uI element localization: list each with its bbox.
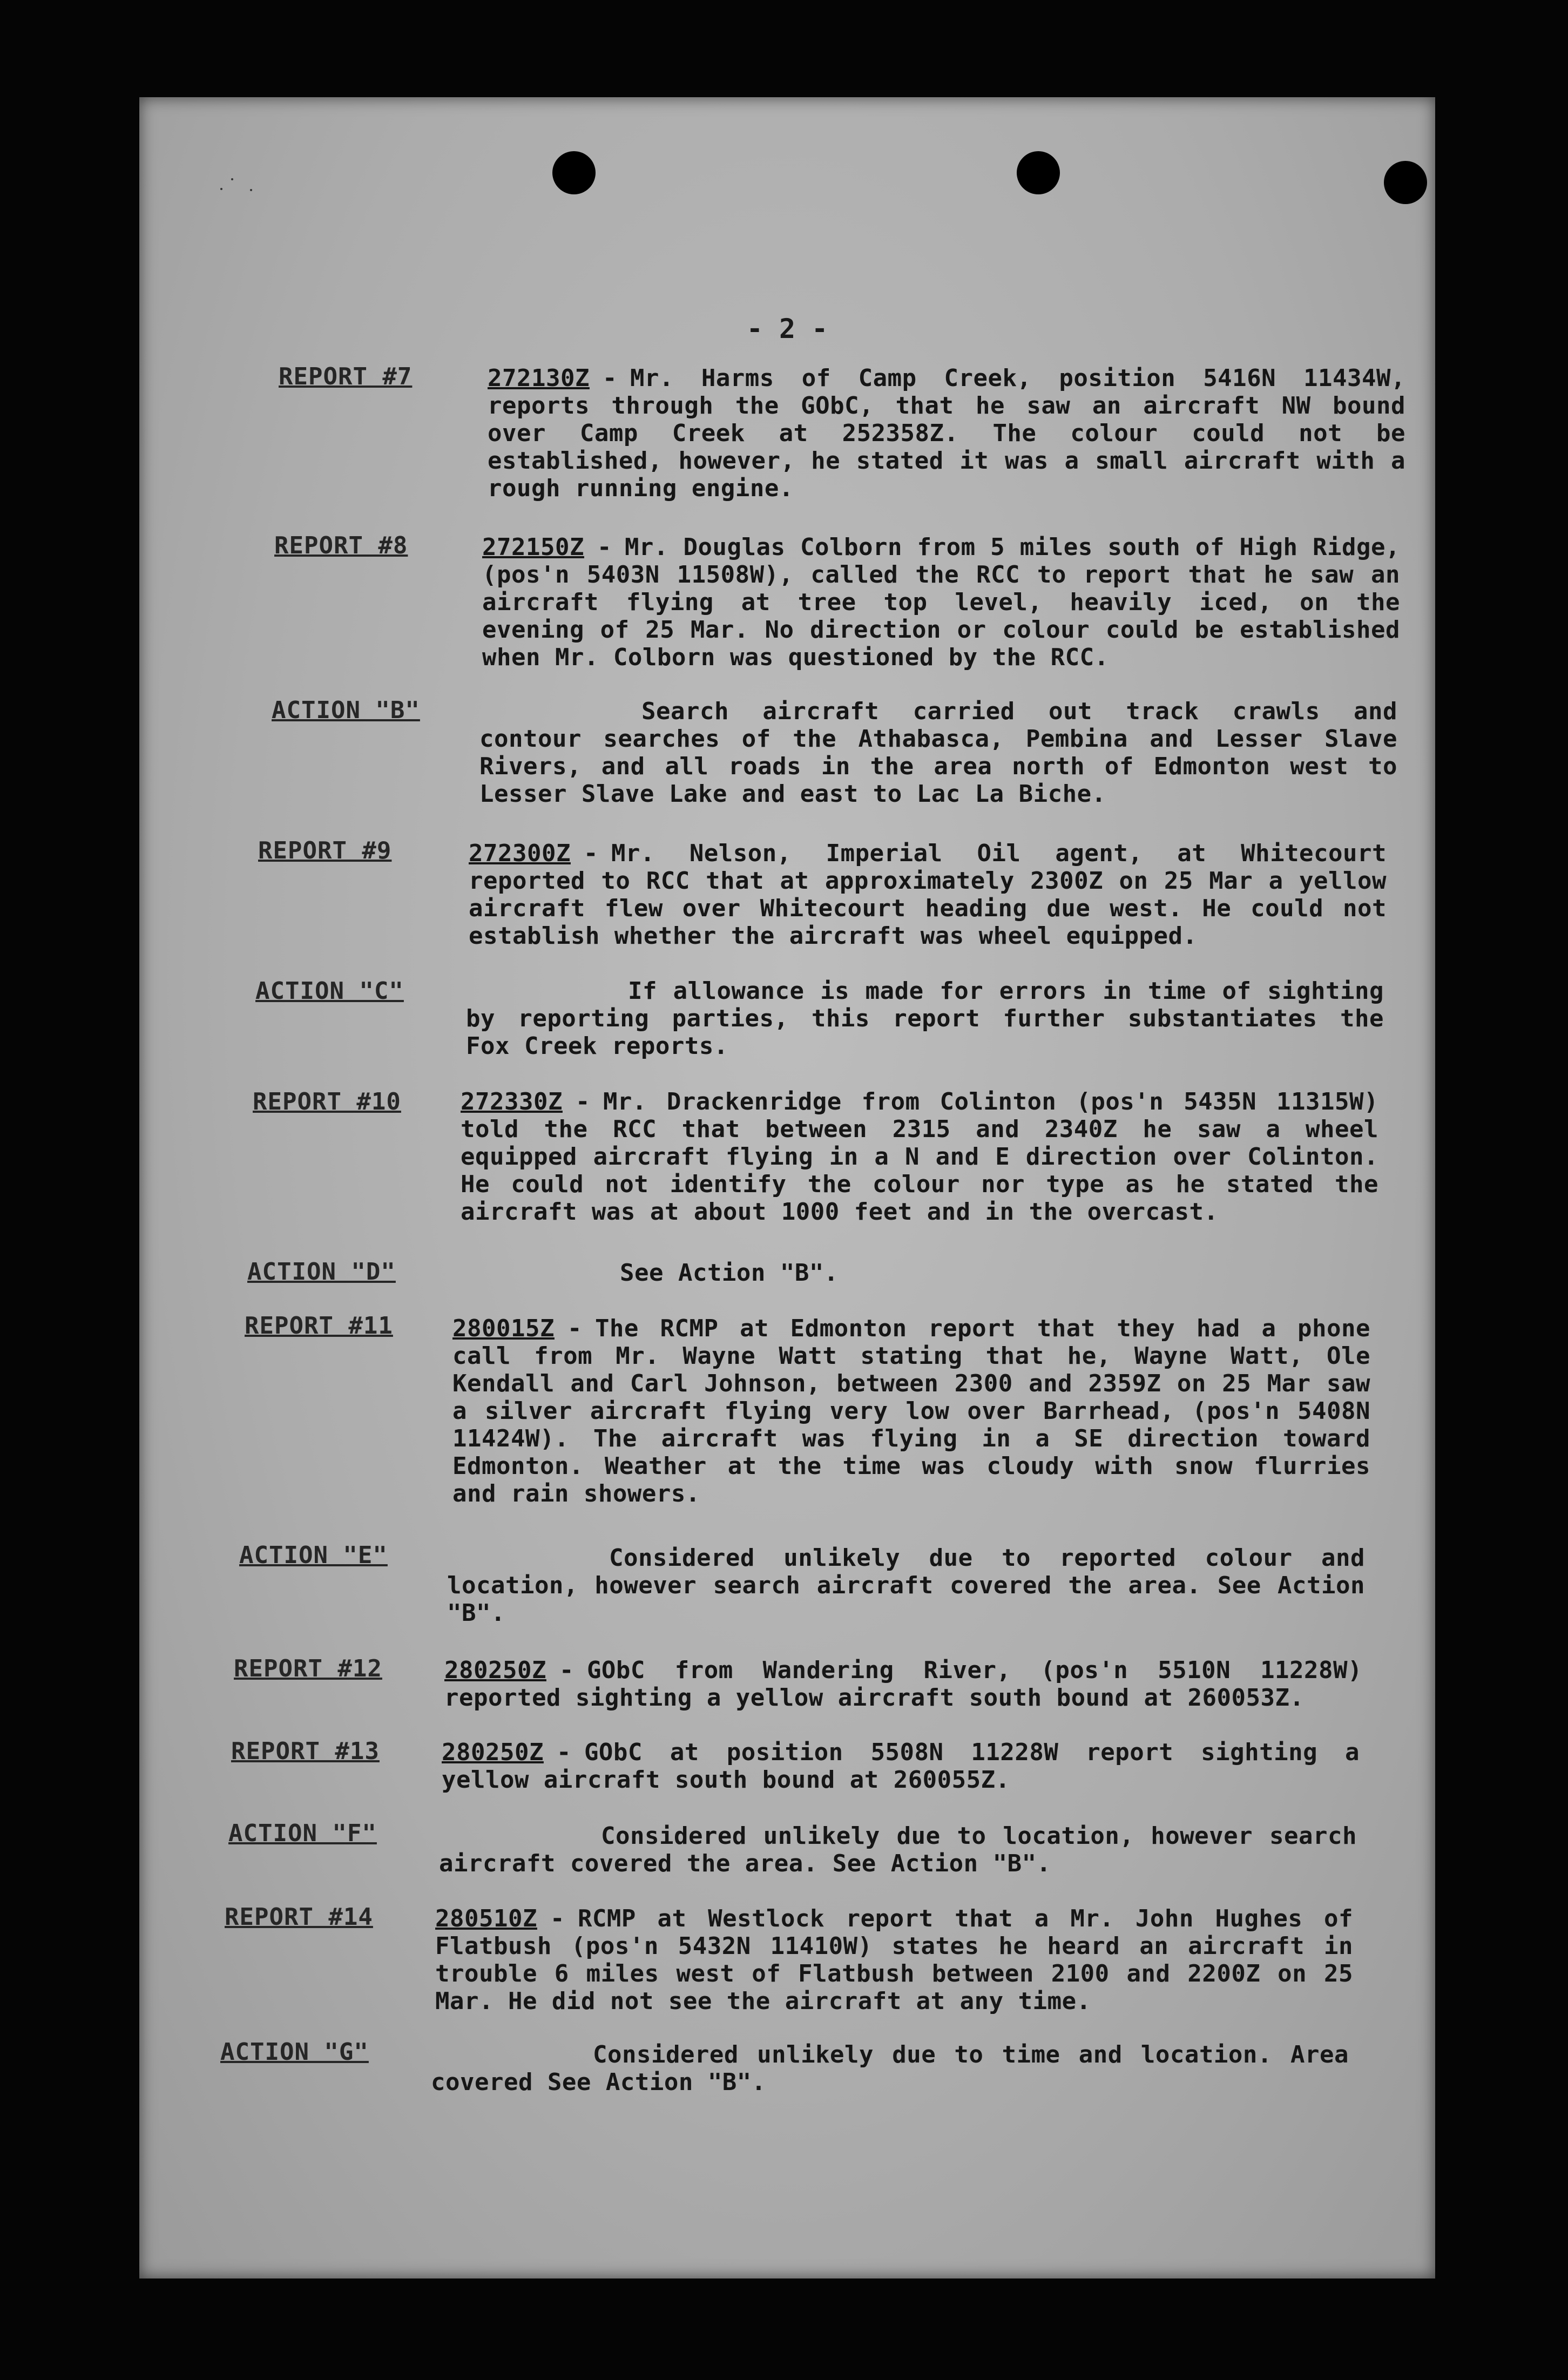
entry-text bbox=[466, 977, 1384, 1060]
entry-body: RCMP at Westlock report that a Mr. John Hughes of Flatbush (pos'n 5432N 11410W) states he heard an aircraft in trouble 6 miles west of Flatbush between 2100 and 2200Z on 25 Mar. He did not see the aircraft at any time. bbox=[435, 1905, 1353, 2015]
punch-hole-right bbox=[1384, 161, 1427, 204]
page-number: - 2 - bbox=[746, 313, 828, 344]
entry-dtg: 280510Z bbox=[435, 1905, 537, 1932]
dust-speck bbox=[220, 188, 222, 190]
entry-text bbox=[439, 1822, 1357, 1877]
entry-label: ACTION "G" bbox=[220, 2038, 369, 2066]
entry-body: Mr. Harms of Camp Creek, position 5416N 11434W, reports through the GObC, that he saw an aircraft NW bound over Camp Creek at 252358Z. The colour could not be established, however, he stated it was a small aircraft with a rough running engine. bbox=[488, 364, 1405, 502]
entry-label: REPORT #12 bbox=[234, 1655, 382, 1682]
entry-text bbox=[479, 698, 1397, 808]
entry-text: 280250Z - GObC from Wandering River, (pos'n 5510N 11228W) reported sighting a yellow aircraft south bound at 260053Z. bbox=[444, 1656, 1362, 1712]
dust-speck bbox=[231, 178, 233, 180]
entry-text: 272150Z - Mr. Douglas Colborn from 5 miles south of High Ridge, (pos'n 5403N 11508W), called the RCC to report that he saw an aircraft flying at tree top level, heavily iced, on the evening of 25 Mar. No direction or colour could be established when Mr. Colborn was questioned by the RCC. bbox=[482, 533, 1400, 671]
entry-label: REPORT #10 bbox=[253, 1088, 401, 1115]
entry-body: Mr. Nelson, Imperial Oil agent, at Whitecourt reported to RCC that at approximately 2300Z on 25 Mar a yellow aircraft flew over Whitecourt heading due west. He could not establish whether the aircraft was wheel equipped. bbox=[469, 840, 1387, 950]
entry-label: REPORT #9 bbox=[258, 837, 392, 864]
entry-dtg: 272150Z bbox=[482, 533, 584, 561]
entry-dtg: 272130Z bbox=[488, 364, 590, 392]
punch-hole-left bbox=[552, 151, 596, 194]
entry-dtg: 280250Z bbox=[444, 1656, 546, 1684]
document-page bbox=[139, 97, 1435, 2278]
entry-text: 272130Z - Mr. Harms of Camp Creek, position 5416N 11434W, reports through the GObC, that he saw an aircraft NW bound over Camp Creek at 252358Z. The colour could not be established, however, he stated it was a small aircraft with a rough running engine. bbox=[488, 364, 1405, 502]
entry-label: REPORT #8 bbox=[274, 532, 408, 559]
entry-body: The RCMP at Edmonton report that they had a phone call from Mr. Wayne Watt stating that he, Wayne Watt, Ole Kendall and Carl Johnson, between 2300 and 2359Z on 25 Mar saw a silver aircraft flying very low over Barrhead, (pos'n 5408N 11424W). The aircraft was flying in a SE direction toward Edmonton. Weather at the time was cloudy with snow flurries and rain showers. bbox=[452, 1315, 1370, 1507]
entry-label: REPORT #14 bbox=[225, 1903, 373, 1931]
entry-text: 272330Z - Mr. Drackenridge from Colinton (pos'n 5435N 11315W) told the RCC that between 2315 and 2340Z he saw a wheel equipped aircraft flying in a N and E direction over Colinton. He could not identify the colour nor type as he stated the aircraft was at about 1000 feet and in the overcast. bbox=[461, 1088, 1378, 1226]
entry-text bbox=[431, 2041, 1349, 2096]
entry-label: ACTION "B" bbox=[272, 697, 420, 724]
entry-body: Considered unlikely due to location, however search aircraft covered the area. See Action "B". bbox=[439, 1822, 1357, 1877]
entry-body: Mr. Douglas Colborn from 5 miles south of High Ridge, (pos'n 5403N 11508W), called the RCC to report that he saw an aircraft flying at tree top level, heavily iced, on the evening of 25 Mar. No direction or colour could be established when Mr. Colborn was questioned by the RCC. bbox=[482, 533, 1400, 671]
entry-label: ACTION "D" bbox=[247, 1258, 396, 1286]
entry-label: REPORT #7 bbox=[279, 363, 413, 390]
entry-dtg: 272300Z bbox=[469, 840, 571, 867]
entry-dtg: 272330Z bbox=[461, 1088, 563, 1115]
entry-body: GObC at position 5508N 11228W report sighting a yellow aircraft south bound at 260055Z. bbox=[442, 1739, 1360, 1794]
entry-body: Considered unlikely due to time and location. Area covered See Action "B". bbox=[431, 2041, 1349, 2096]
entry-label: ACTION "F" bbox=[228, 1820, 377, 1847]
entry-dtg: 280250Z bbox=[442, 1739, 544, 1766]
entry-dtg: 280015Z bbox=[452, 1315, 555, 1342]
entry-label: REPORT #11 bbox=[245, 1312, 393, 1340]
entry-text: 280510Z - RCMP at Westlock report that a Mr. John Hughes of Flatbush (pos'n 5432N 11410W) states he heard an aircraft in trouble 6 miles west of Flatbush between 2100 and 2200Z on 25 Mar. He did not see the aircraft at any time. bbox=[435, 1905, 1353, 2015]
dust-speck bbox=[250, 189, 252, 191]
entry-text: 280015Z - The RCMP at Edmonton report that they had a phone call from Mr. Wayne Watt stating that he, Wayne Watt, Ole Kendall and Carl Johnson, between 2300 and 2359Z on 25 Mar saw a silver aircraft flying very low over Barrhead, (pos'n 5408N 11424W). The aircraft was flying in a SE direction toward Edmonton. Weather at the time was cloudy with snow flurries and rain showers. bbox=[452, 1315, 1370, 1507]
entry-text: 280250Z - GObC at position 5508N 11228W report sighting a yellow aircraft south bound at 260055Z. bbox=[442, 1739, 1360, 1794]
entry-body: Considered unlikely due to reported colour and location, however search aircraft covered the area. See Action "B". bbox=[447, 1544, 1365, 1627]
entry-text bbox=[458, 1259, 1376, 1287]
entry-text bbox=[447, 1544, 1365, 1627]
entry-label: REPORT #13 bbox=[231, 1737, 380, 1765]
entry-label: ACTION "C" bbox=[255, 977, 404, 1005]
entry-label: ACTION "E" bbox=[239, 1541, 388, 1569]
entry-body: Mr. Drackenridge from Colinton (pos'n 5435N 11315W) told the RCC that between 2315 and 2340Z he saw a wheel equipped aircraft flying in a N and E direction over Colinton. He could not identify the colour nor type as he stated the aircraft was at about 1000 feet and in the overcast. bbox=[461, 1088, 1378, 1226]
entry-body: See Action "B". bbox=[620, 1259, 839, 1287]
punch-hole-center bbox=[1017, 151, 1060, 194]
entry-body: GObC from Wandering River, (pos'n 5510N 11228W) reported sighting a yellow aircraft south bound at 260053Z. bbox=[444, 1656, 1362, 1712]
entry-body: If allowance is made for errors in time of sighting by reporting parties, this report further substantiates the Fox Creek reports. bbox=[466, 977, 1384, 1060]
entry-body: Search aircraft carried out track crawls and contour searches of the Athabasca, Pembina and Lesser Slave Rivers, and all roads in the area north of Edmonton west to Lesser Slave Lake and east to Lac La Biche. bbox=[479, 698, 1397, 808]
entry-text: 272300Z - Mr. Nelson, Imperial Oil agent, at Whitecourt reported to RCC that at approximately 2300Z on 25 Mar a yellow aircraft flew over Whitecourt heading due west. He could not establish whether the aircraft was wheel equipped. bbox=[469, 840, 1387, 950]
